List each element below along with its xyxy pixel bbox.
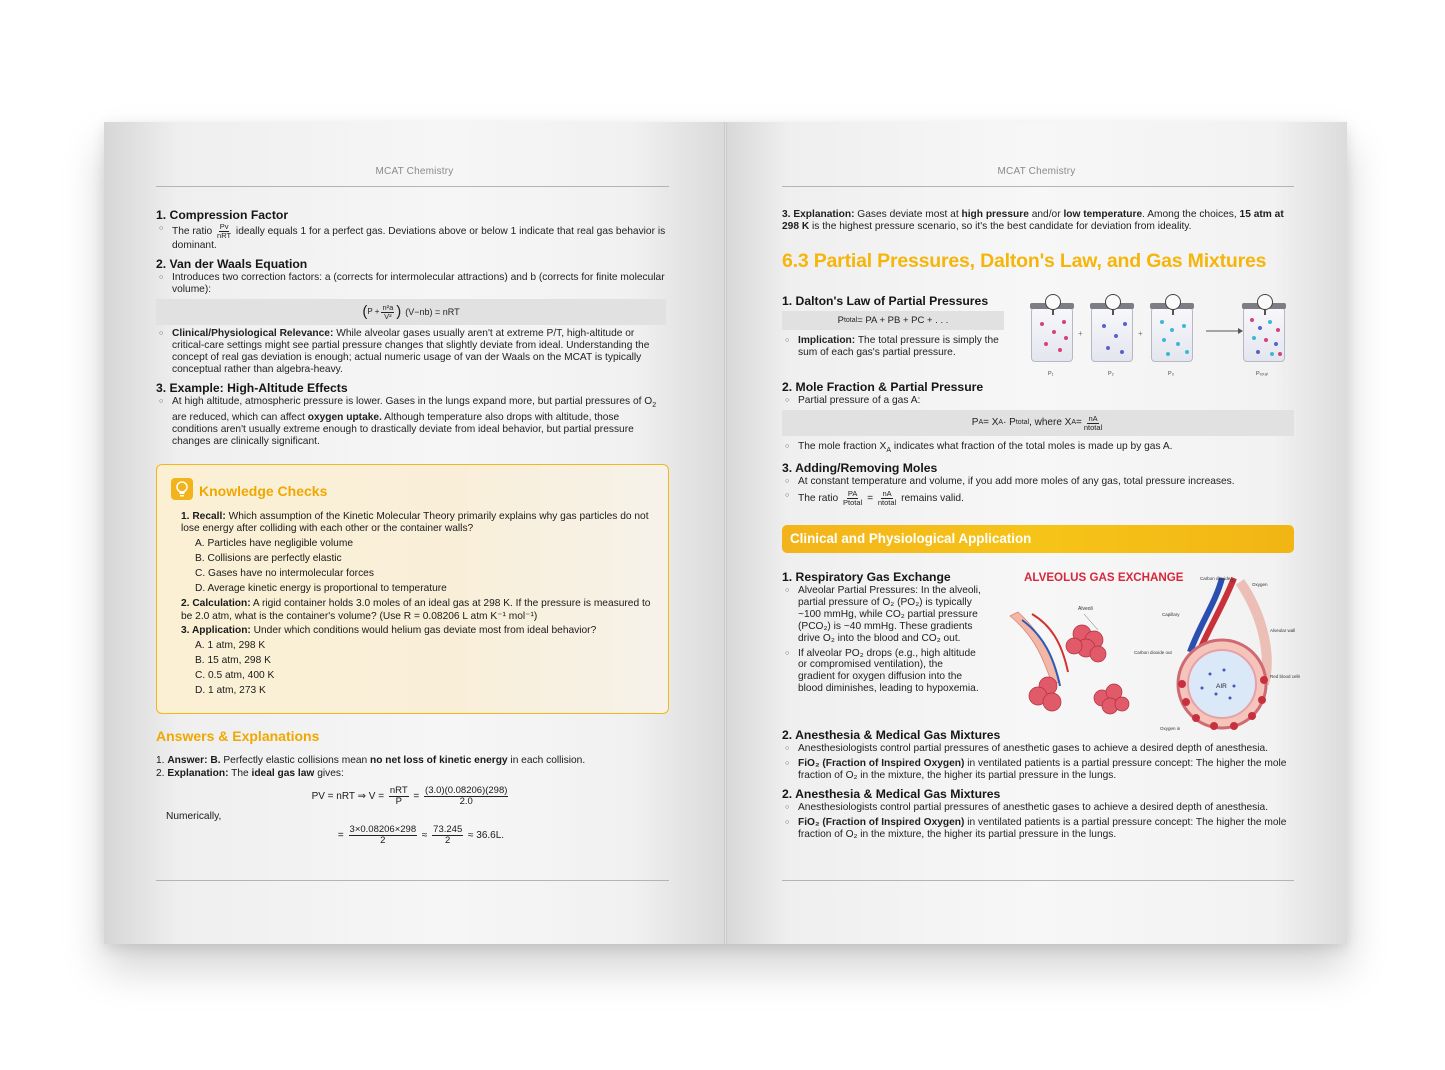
book-spine xyxy=(724,122,727,944)
right-page xyxy=(726,122,1347,944)
bullet-mole-fraction xyxy=(782,441,1294,457)
mole-fraction-block xyxy=(782,380,1294,507)
question-text: A rigid container holds 3.0 moles of an ideal gas at 298 K. If the pressure is measured to be 2.0 atm, what is the container's volume? (Use R = 0.08206 L atm K⁻¹ mol⁻¹) xyxy=(181,598,651,622)
heading-daltons-law: 1. Dalton's Law of Partial Pressures xyxy=(782,294,989,308)
gauge-icon xyxy=(1105,294,1121,310)
bold-label: FiO₂ (Fraction of Inspired Oxygen) xyxy=(798,758,965,769)
text: in ventilated patients is a partial pressure concept: The higher the mole fraction of O₂ in the mixture, the higher its partial pressure in the lungs. xyxy=(798,817,1287,840)
jar-label: Pₜₒₜₐₗ xyxy=(1256,371,1268,377)
bold-label: Implication: xyxy=(798,335,856,346)
eq-text: ≈ xyxy=(421,830,428,842)
clinical-application-banner: Clinical and Physiological Application xyxy=(782,525,1294,553)
top-explanation xyxy=(782,209,1294,233)
frac-den: V² xyxy=(384,311,392,321)
label-carbon-dioxide: Carbon dioxide xyxy=(1200,576,1231,581)
text: Although temperature also drops with altitude, those conditions aren't usually extreme enough to drastically deviate from ideal behavior, but partial pressure changes are clinically significant. xyxy=(172,412,634,448)
equation-ideal-gas xyxy=(156,786,666,807)
frac-num: (3.0)(0.08206)(298) xyxy=(425,785,508,796)
jar-label: P₃ xyxy=(1168,371,1174,377)
option: B. 15 atm, 298 K xyxy=(195,655,271,667)
text: in ventilated patients is a partial pressure concept: The higher the mole fraction of O₂ in the mixture, the higher its partial pressure in the lungs. xyxy=(798,758,1287,781)
answers-body xyxy=(156,754,666,846)
respiratory-block xyxy=(782,570,982,695)
text: Gases deviate most at xyxy=(854,209,962,220)
text: is the highest pressure scenario, so it's the best candidate for deviation from ideality. xyxy=(809,221,1192,232)
text: remains valid. xyxy=(901,493,964,505)
bullet-implication xyxy=(782,335,1004,359)
formula-part: P xyxy=(971,417,979,428)
formula-part: P + xyxy=(367,307,380,316)
anesthesia-block xyxy=(782,728,1294,841)
vdw-formula-box: ( P + $\frac{\text{n²a}}{\text{V²}}$ ) (V−nb) = nRT xyxy=(156,299,666,325)
left-main-content xyxy=(156,208,666,448)
bold-text: no net loss of kinetic energy xyxy=(370,755,508,766)
option: C. Gases have no intermolecular forces xyxy=(195,568,374,580)
label-oxygen: Oxygen xyxy=(1252,582,1268,587)
eq-text: = xyxy=(413,791,420,803)
frac-num: nA xyxy=(1088,413,1098,423)
text: gives: xyxy=(314,768,344,779)
alveolus-title: ALVEOLUS GAS EXCHANGE xyxy=(1024,571,1184,584)
frac-num: PA xyxy=(847,489,858,499)
bold-label: Answer: B. xyxy=(167,755,221,766)
text: While alveolar gases usually aren't at extreme P/T, high-altitude or critical-care settings might see partial pressure changes that slightly deviate from ideal. Understanding the concept of real gas deviation is enough; actual numeric usage of van der Waals on the MCAT is typically conceptual rather than algebra-heavy. xyxy=(172,328,650,375)
fraction-na-ntotal xyxy=(1084,415,1102,432)
knowledge-checks-title: Knowledge Checks xyxy=(199,483,328,499)
question-text: Under which conditions would helium gas deviate most from ideal behavior? xyxy=(250,625,597,637)
bullet-partial-pressure: ○ Partial pressure of a gas A: xyxy=(782,395,1294,407)
option: D. Average kinetic energy is proportional to temperature xyxy=(195,583,447,595)
header-rule xyxy=(156,186,669,187)
label-o2: O₂ xyxy=(1230,578,1236,583)
bullet-anesthesia-control: ○ Anesthesiologists control partial pressures of anesthetic gases to achieve a desired depth of anesthesia. xyxy=(782,802,1294,814)
text: The ratio xyxy=(172,226,216,238)
text: and/or xyxy=(1028,209,1064,220)
bullet-vdw-intro: ○ Introduces two correction factors: a (corrects for intermolecular attractions) and b (corrects for finite molecular volume): xyxy=(156,272,666,296)
question-label: 2. Calculation: xyxy=(181,598,251,610)
question-text: Which assumption of the Kinetic Molecular Theory primarily explains why gas particles do not lose energy after colliding with each other or the container walls? xyxy=(181,511,649,535)
fraction-pv-nrt xyxy=(217,223,231,240)
jar-gas-3 xyxy=(1151,307,1193,362)
running-head: MCAT Chemistry xyxy=(375,166,454,177)
jar-gas-total xyxy=(1243,307,1285,362)
subscript: total xyxy=(1015,419,1030,426)
bold-text: high pressure xyxy=(961,209,1029,220)
label-capillary: Capillary xyxy=(1162,612,1180,617)
heading-anesthesia-2: 2. Anesthesia & Medical Gas Mixtures xyxy=(782,787,1001,801)
numerically-label: Numerically, xyxy=(166,811,222,822)
label-air: AIR xyxy=(1216,683,1227,690)
bullet-fio2 xyxy=(782,758,1294,782)
heading-high-altitude: 3. Example: High-Altitude Effects xyxy=(156,381,348,395)
frac-den: P xyxy=(395,796,402,807)
text: 1. xyxy=(156,755,168,766)
subscript: 2 xyxy=(652,402,657,410)
heading-mole-fraction: 2. Mole Fraction & Partial Pressure xyxy=(782,380,984,394)
bullet-fio2 xyxy=(782,817,1294,841)
bold-label: Clinical/Physiological Relevance: xyxy=(172,328,334,339)
frac-num: Pv xyxy=(219,222,229,231)
lightbulb-icon xyxy=(171,478,193,500)
question-1 xyxy=(171,511,661,536)
frac-num: nA xyxy=(882,489,892,499)
frac-num: n²a xyxy=(382,302,394,312)
formula-part: = xyxy=(1076,417,1082,428)
label-oxygen-in: Oxygen in xyxy=(1160,726,1181,731)
bold-text: 15 atm at 298 K xyxy=(782,209,1284,232)
subscript: A xyxy=(998,419,1004,426)
dalton-formula-box xyxy=(782,311,1004,330)
knowledge-checks-body xyxy=(171,511,661,700)
formula-part: = PA + PB + PC + . . . xyxy=(857,314,949,326)
fraction-n2a-v2 xyxy=(381,304,394,321)
section-title: 6.3 Partial Pressures, Dalton's Law, and Gas Mixtures xyxy=(782,250,1267,272)
text: ideally equals 1 for a perfect gas. Deviations above or below 1 indicate that real gas behavior is dominant. xyxy=(172,226,666,251)
text: are reduced, which can affect xyxy=(172,412,308,424)
frac-den: 2 xyxy=(380,835,386,846)
alveolus-illustration xyxy=(1002,574,1300,732)
frac-den: nRT xyxy=(217,231,232,240)
frac-den: ntotal xyxy=(1083,422,1103,432)
frac-num: 3×0.08206×298 xyxy=(349,824,417,835)
bold-label: Explanation: xyxy=(167,768,229,779)
dalton-block xyxy=(782,294,1004,359)
bullet-ratio xyxy=(782,490,1294,507)
formula-part: (V−nb) = nRT xyxy=(405,307,460,317)
fraction-product xyxy=(349,825,418,846)
open-book xyxy=(104,122,1347,944)
heading-van-der-waals: 2. Van der Waals Equation xyxy=(156,257,308,271)
heading-compression-factor: 1. Compression Factor xyxy=(156,208,289,222)
fraction-nrt-p xyxy=(389,786,409,807)
text: in each collision. xyxy=(507,755,586,766)
text: . Among the choices, xyxy=(1142,209,1240,220)
label-co2-out: Carbon dioxide out xyxy=(1134,650,1172,655)
plus-sign: + xyxy=(1078,329,1083,338)
gauge-icon xyxy=(1257,294,1273,310)
option: D. 1 atm, 273 K xyxy=(195,685,266,697)
bullet-clinical-relevance xyxy=(156,328,666,376)
subscript: total xyxy=(843,316,858,324)
text: indicates what fraction of the total moles is made up by gas A. xyxy=(891,441,1173,452)
text: = xyxy=(867,493,874,505)
question-3 xyxy=(171,625,661,637)
text: The mole fraction X xyxy=(798,441,887,452)
dalton-jars-figure xyxy=(1026,287,1306,387)
jar-gas-2 xyxy=(1091,307,1133,362)
eq-text: PV = nRT ⇒ V = xyxy=(311,791,385,803)
label-alveoli: Alveoli xyxy=(1078,606,1093,612)
bullet-compression-ratio xyxy=(156,223,666,252)
mole-formula-box xyxy=(782,410,1294,436)
arrow-icon xyxy=(1204,327,1244,335)
subscript: A xyxy=(1071,419,1077,426)
subscript: A xyxy=(978,419,984,426)
bullet-anesthesia-control: ○ Anesthesiologists control partial pressures of anesthetic gases to achieve a desired depth of anesthesia. xyxy=(782,743,1294,755)
bold-label: FiO₂ (Fraction of Inspired Oxygen) xyxy=(798,817,965,828)
bullet-hypoxemia: ○ If alveolar PO₂ drops (e.g., high altitude or compromised ventilation), the gradient for oxygen diffusion into the blood diminishes, leading to hypoxemia. xyxy=(782,648,982,696)
answers-title: Answers & Explanations xyxy=(156,728,320,744)
text: At high altitude, atmospheric pressure is lower. Gases in the lungs expand more, but partial pressures of O xyxy=(172,396,653,407)
gauge-icon xyxy=(1045,294,1061,310)
text: The xyxy=(228,768,252,779)
option: B. Collisions are perfectly elastic xyxy=(195,553,342,565)
answer-1 xyxy=(156,754,666,767)
frac-num: nRT xyxy=(389,785,408,796)
heading-respiratory-exchange: 1. Respiratory Gas Exchange xyxy=(782,570,951,584)
text: Perfectly elastic collisions mean xyxy=(220,755,371,766)
option: A. 1 atm, 298 K xyxy=(195,640,266,652)
bold-text: low temperature xyxy=(1063,209,1143,220)
knowledge-checks-box xyxy=(156,464,669,714)
formula-part: · P xyxy=(1003,417,1016,428)
bullet-alveolar-pressures: ○ Alveolar Partial Pressures: In the alveoli, partial pressure of O₂ (PO₂) is typically ~100 mmHg, while CO₂ partial pressure (PCO₂) is ~40 mmHg. These gradients drive O₂ into the blood and CO₂ out. xyxy=(782,585,982,645)
jar-gas-1 xyxy=(1031,307,1073,362)
question-2 xyxy=(171,598,661,623)
bold-label: 3. Explanation: xyxy=(782,209,855,220)
footer-rule xyxy=(782,880,1294,881)
subscript: A xyxy=(886,447,892,455)
heading-anesthesia-1: 2. Anesthesia & Medical Gas Mixtures xyxy=(782,728,1001,742)
heading-adding-removing: 3. Adding/Removing Moles xyxy=(782,461,938,476)
formula-part: = X xyxy=(983,417,999,428)
jar-label: P₁ xyxy=(1048,371,1054,377)
fraction-values xyxy=(424,786,508,807)
question-label: 1. Recall: xyxy=(181,511,226,522)
eq-text: = xyxy=(337,830,344,842)
question-label: 3. Application: xyxy=(181,625,251,637)
answer-2 xyxy=(156,767,666,780)
text: The total pressure is simply the sum of each gas's partial pressure. xyxy=(798,335,999,358)
frac-den: 2 xyxy=(445,835,451,846)
formula-part: P xyxy=(837,314,844,326)
left-page xyxy=(104,122,725,944)
option: A. Particles have negligible volume xyxy=(195,538,353,550)
bold-text: oxygen uptake. xyxy=(307,412,382,424)
eq-text: ≈ 36.6L. xyxy=(468,830,505,842)
bullet-add-moles: ○ At constant temperature and volume, if you add more moles of any gas, total pressure increases. xyxy=(782,476,1294,488)
running-head: MCAT Chemistry xyxy=(997,166,1076,177)
fraction-result xyxy=(432,825,463,846)
text: 2. xyxy=(156,768,168,779)
fraction-na-ntotal xyxy=(878,490,896,507)
jar-label: P₂ xyxy=(1108,371,1114,377)
formula-part: , where X xyxy=(1029,417,1072,428)
frac-den: 2.0 xyxy=(459,796,473,807)
footer-rule xyxy=(156,880,669,881)
frac-den: ntotal xyxy=(877,498,897,508)
frac-num: 73.245 xyxy=(433,824,463,835)
gauge-icon xyxy=(1165,294,1181,310)
bullet-high-altitude xyxy=(156,396,666,448)
label-alveolar-wall: Alveolar wall xyxy=(1270,628,1296,633)
equation-numeric xyxy=(156,825,666,846)
text: The ratio xyxy=(798,493,839,505)
frac-den: Ptotal xyxy=(843,498,863,508)
header-rule xyxy=(782,186,1294,187)
fraction-pa-ptotal xyxy=(843,490,862,507)
option: C. 0.5 atm, 400 K xyxy=(195,670,275,682)
plus-sign: + xyxy=(1138,329,1143,338)
bold-text: ideal gas law xyxy=(251,768,315,779)
label-red-blood-cells: Red blood cells xyxy=(1270,674,1300,679)
